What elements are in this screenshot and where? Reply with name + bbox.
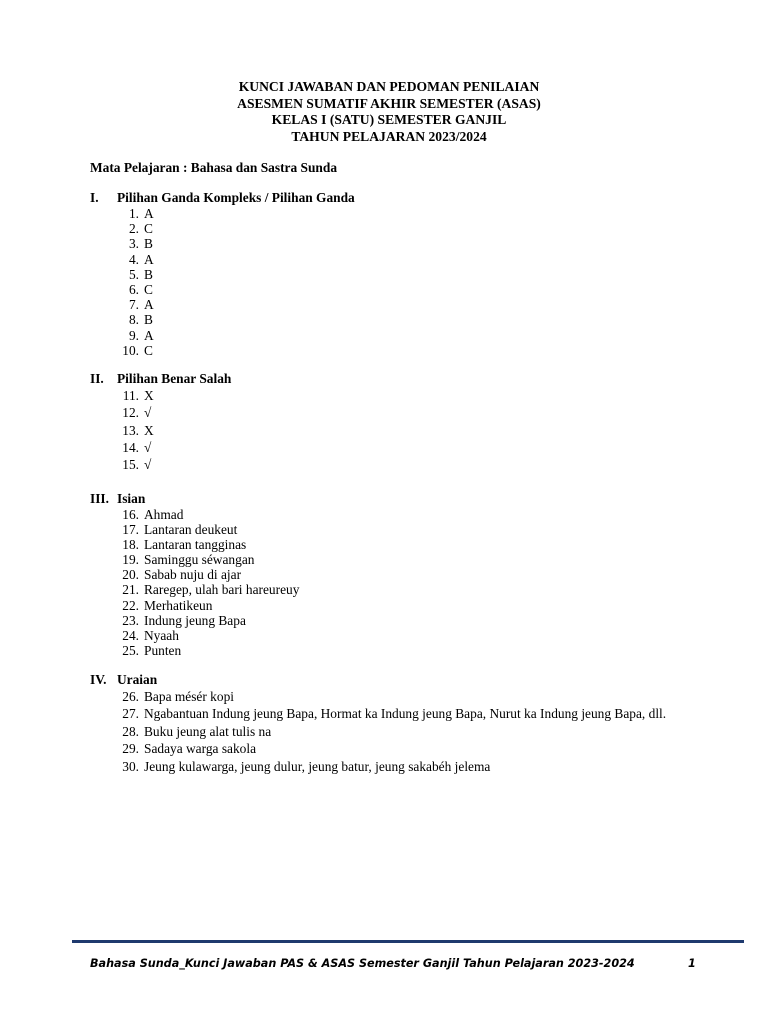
item-answer: Saminggu séwangan [144, 552, 255, 568]
section-heading [90, 370, 720, 387]
footer-divider [72, 940, 744, 943]
section-number: II. [90, 371, 104, 386]
answer-list [90, 206, 720, 358]
document-title [0, 79, 768, 145]
answer-item [90, 267, 720, 282]
item-answer: A [144, 206, 154, 221]
section-heading [90, 671, 720, 688]
section-true-false [90, 370, 720, 473]
item-number: 17. [122, 522, 139, 538]
item-answer: Merhatikeun [144, 597, 213, 613]
item-number: 3. [128, 236, 139, 252]
item-answer: Sadaya warga sakola [144, 741, 257, 757]
section-heading [90, 490, 720, 507]
answer-item [90, 312, 720, 327]
item-number: 20. [122, 567, 139, 583]
section-multiple-choice [90, 189, 720, 358]
item-number: 19. [122, 552, 139, 568]
item-answer: A [144, 297, 154, 313]
answer-item [90, 328, 720, 343]
item-answer: B [144, 312, 153, 328]
item-answer: Indung jeung Bapa [144, 612, 246, 628]
item-number: 26. [122, 689, 139, 704]
item-number: 25. [122, 642, 139, 658]
item-answer: C [144, 282, 153, 298]
answer-item [90, 252, 720, 267]
item-number: 12. [122, 405, 139, 421]
section-essay [90, 671, 720, 775]
item-answer: Ahmad [144, 507, 184, 522]
section-title: Uraian [117, 672, 158, 687]
item-number: 13. [122, 422, 139, 438]
answer-item [90, 567, 720, 582]
item-number: 9. [128, 327, 139, 343]
answer-item [90, 387, 720, 404]
title-line: KELAS I (SATU) SEMESTER GANJIL [271, 112, 507, 127]
answer-item [90, 537, 720, 552]
section-heading [90, 189, 720, 206]
answer-item [90, 404, 720, 421]
section-fill-in [90, 490, 720, 658]
page-number: 1 [688, 957, 696, 970]
answer-item [90, 206, 720, 221]
answer-item [90, 723, 720, 740]
item-answer: √ [144, 439, 152, 455]
answer-item [90, 582, 720, 597]
answer-item [90, 422, 720, 439]
item-answer: A [144, 327, 154, 343]
item-number: 27. [122, 706, 139, 722]
answer-list [90, 507, 720, 658]
item-answer: X [144, 422, 154, 438]
answer-list [90, 387, 720, 473]
answer-item [90, 297, 720, 312]
item-number: 4. [128, 251, 139, 267]
item-answer: Sabab nuju di ajar [144, 567, 242, 583]
answer-item [90, 439, 720, 456]
item-answer: √ [144, 405, 152, 421]
answer-item [90, 522, 720, 537]
answer-list [90, 688, 720, 775]
item-answer: B [144, 266, 153, 282]
item-answer: A [144, 251, 154, 267]
answer-item [90, 688, 720, 705]
item-answer: C [144, 342, 153, 358]
item-number: 11. [122, 388, 139, 403]
item-answer: Lantaran tangginas [144, 537, 247, 553]
item-answer: Lantaran deukeut [144, 522, 238, 538]
item-number: 18. [122, 537, 139, 553]
answer-item [90, 236, 720, 251]
section-number: III. [90, 491, 109, 506]
title-line: KUNCI JAWABAN DAN PEDOMAN PENILAIAN [238, 79, 540, 94]
item-answer: Raregep, ulah bari hareureuy [144, 582, 300, 598]
item-number: 21. [122, 582, 139, 598]
item-number: 22. [122, 597, 139, 613]
answer-item [90, 628, 720, 643]
item-number: 10. [122, 342, 139, 358]
item-number: 30. [122, 758, 139, 774]
subject-line: Mata Pelajaran : Bahasa dan Sastra Sunda [90, 160, 338, 175]
answer-item [90, 643, 720, 658]
item-number: 16. [122, 507, 139, 522]
item-number: 6. [128, 282, 139, 298]
item-answer: Punten [144, 642, 182, 658]
item-number: 8. [128, 312, 139, 328]
answer-item [90, 552, 720, 567]
answer-item [90, 343, 720, 358]
title-line: TAHUN PELAJARAN 2023/2024 [291, 128, 487, 144]
item-number: 15. [122, 457, 139, 473]
answer-item [90, 221, 720, 236]
item-number: 2. [128, 221, 139, 237]
item-number: 23. [122, 612, 139, 628]
item-number: 24. [122, 627, 139, 643]
answer-item [90, 598, 720, 613]
item-number: 1. [128, 206, 139, 221]
answer-item [90, 740, 720, 757]
answer-item [90, 705, 720, 722]
answer-item [90, 613, 720, 628]
item-number: 5. [128, 266, 139, 282]
item-number: 28. [122, 723, 139, 739]
answer-item [90, 282, 720, 297]
item-answer: B [144, 236, 153, 252]
answer-item [90, 507, 720, 522]
section-number: IV. [90, 672, 107, 687]
item-answer: Buku jeung alat tulis na [144, 723, 272, 739]
item-answer: Bapa mésér kopi [144, 689, 234, 704]
item-number: 14. [122, 439, 139, 455]
section-number: I. [90, 190, 99, 205]
item-answer: X [144, 388, 154, 403]
title-line: ASESMEN SUMATIF AKHIR SEMESTER (ASAS) [237, 95, 541, 111]
answer-item [90, 456, 720, 473]
item-number: 29. [122, 741, 139, 757]
answer-item [90, 758, 720, 775]
footer-text: Bahasa Sunda_Kunci Jawaban PAS & ASAS Semester Ganjil Tahun Pelajaran 2023-2024 [90, 957, 635, 970]
item-answer: Jeung kulawarga, jeung dulur, jeung batur, jeung sakabéh jelema [144, 758, 491, 774]
item-number: 7. [128, 297, 139, 313]
section-title: Isian [117, 491, 146, 506]
item-answer: Ngabantuan Indung jeung Bapa, Hormat ka Indung jeung Bapa, Nurut ka Indung jeung Bapa, dll. [144, 706, 667, 722]
item-answer: Nyaah [144, 627, 179, 643]
item-answer: C [144, 221, 153, 237]
section-title: Pilihan Ganda Kompleks / Pilihan Ganda [117, 190, 355, 205]
item-answer: √ [144, 457, 152, 473]
section-title: Pilihan Benar Salah [117, 371, 232, 386]
